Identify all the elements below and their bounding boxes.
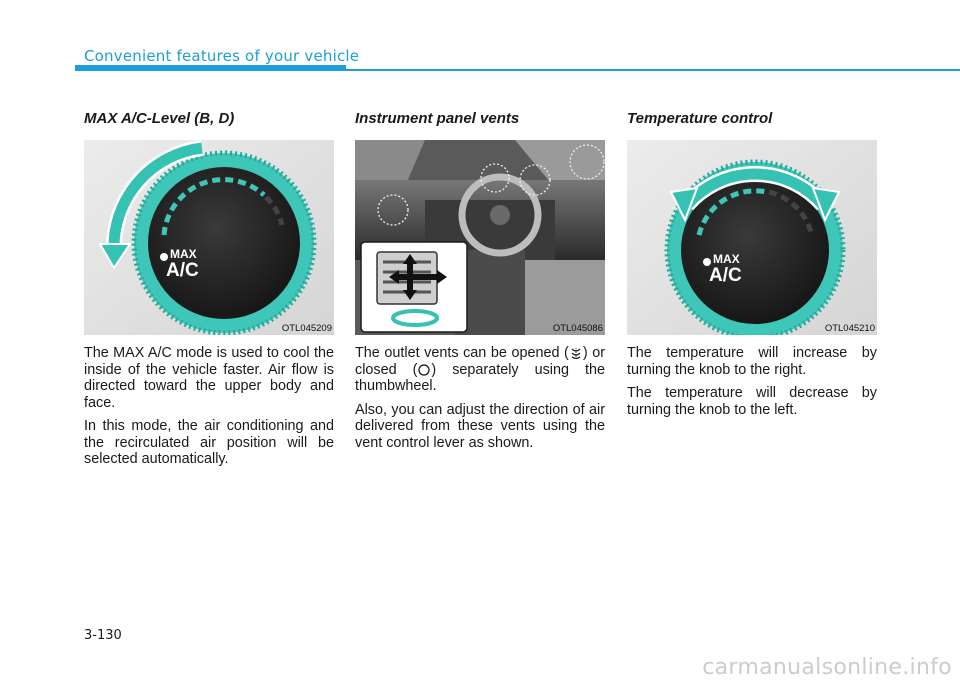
vent-closed-icon — [417, 363, 431, 377]
text-fragment: ) or closed ( — [355, 345, 605, 378]
section-heading: MAX A/C-Level (B, D) — [84, 110, 235, 127]
figure-instrument-panel-vents — [355, 140, 605, 335]
temperature-knob-illustration — [627, 140, 877, 335]
knob-label-max: MAX — [713, 252, 740, 266]
section-temperature-control — [627, 110, 877, 418]
dashboard-illustration — [355, 140, 605, 335]
figure-code: OTL045210 — [824, 323, 875, 334]
figure-code: OTL045209 — [281, 323, 332, 334]
section-heading: Temperature control — [627, 110, 773, 127]
knob-label-ac: A/C — [166, 260, 199, 281]
figure-temperature-knob — [627, 140, 877, 335]
figure-max-ac-knob — [84, 140, 334, 335]
section-heading: Instrument panel vents — [355, 110, 520, 127]
knob-label-max: MAX — [170, 247, 197, 261]
knob-body — [148, 167, 300, 319]
paragraph: The MAX A/C mode is used to cool the inside of the vehicle faster. Air flow is directed toward the upper body and face. — [84, 345, 334, 411]
section-max-ac — [84, 110, 334, 468]
vent-open-icon — [569, 346, 583, 360]
max-ac-knob-illustration — [84, 140, 334, 335]
text-fragment: The outlet vents can be opened ( — [355, 345, 569, 361]
paragraph: The temperature will decrease by turning the knob to the left. — [627, 385, 877, 418]
paragraph-vents-open-close — [355, 345, 605, 395]
section-panel-vents — [355, 110, 605, 451]
figure-code: OTL045086 — [552, 323, 603, 334]
paragraph: Also, you can adjust the direction of air delivered from these vents using the vent control lever as shown. — [355, 401, 605, 451]
paragraph: The temperature will increase by turning the knob to the right. — [627, 345, 877, 378]
header-title: Convenient features of your vehicle — [84, 47, 360, 65]
paragraph: In this mode, the air conditioning and the recirculated air position will be selected automatically. — [84, 418, 334, 467]
text-fragment: ) separately using the thumbwheel. — [355, 361, 606, 394]
header-bar — [75, 65, 346, 71]
page-number: 3-130 — [84, 628, 122, 643]
watermark: carmanualsonline.info — [702, 655, 952, 680]
header-line — [346, 69, 960, 71]
knob-label-ac: A/C — [709, 265, 742, 286]
